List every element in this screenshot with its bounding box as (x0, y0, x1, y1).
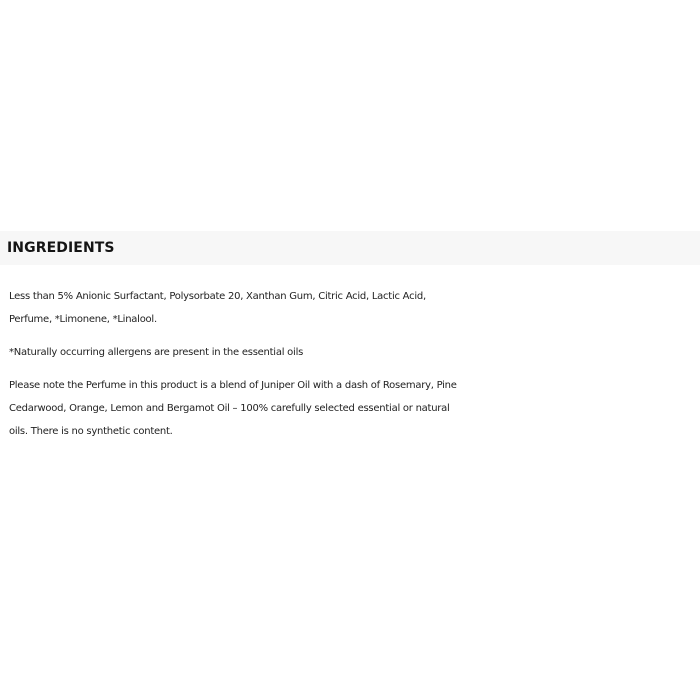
allergen-note-line-1: *Naturally occurring allergens are present in the essential oils (9, 347, 304, 358)
ingredients-title: INGREDIENTS (7, 240, 115, 256)
ingredients-section (0, 231, 700, 443)
perfume-note-line-3: oils. There is no synthetic content. (9, 426, 173, 437)
ingredients-body (0, 285, 700, 443)
perfume-note (9, 374, 700, 443)
perfume-note-line-2: Cedarwood, Orange, Lemon and Bergamot Oil – 100% carefully selected essential or natural (9, 403, 450, 414)
ingredients-list-line-1: Less than 5% Anionic Surfactant, Polysorbate 20, Xanthan Gum, Citric Acid, Lactic Acid, (9, 291, 426, 302)
allergen-note (9, 341, 700, 364)
ingredients-header (0, 231, 700, 265)
perfume-note-line-1: Please note the Perfume in this product is a blend of Juniper Oil with a dash of Rosemary, Pine (9, 380, 457, 391)
ingredients-list-line-2: Perfume, *Limonene, *Linalool. (9, 314, 157, 325)
ingredients-list (9, 285, 700, 331)
